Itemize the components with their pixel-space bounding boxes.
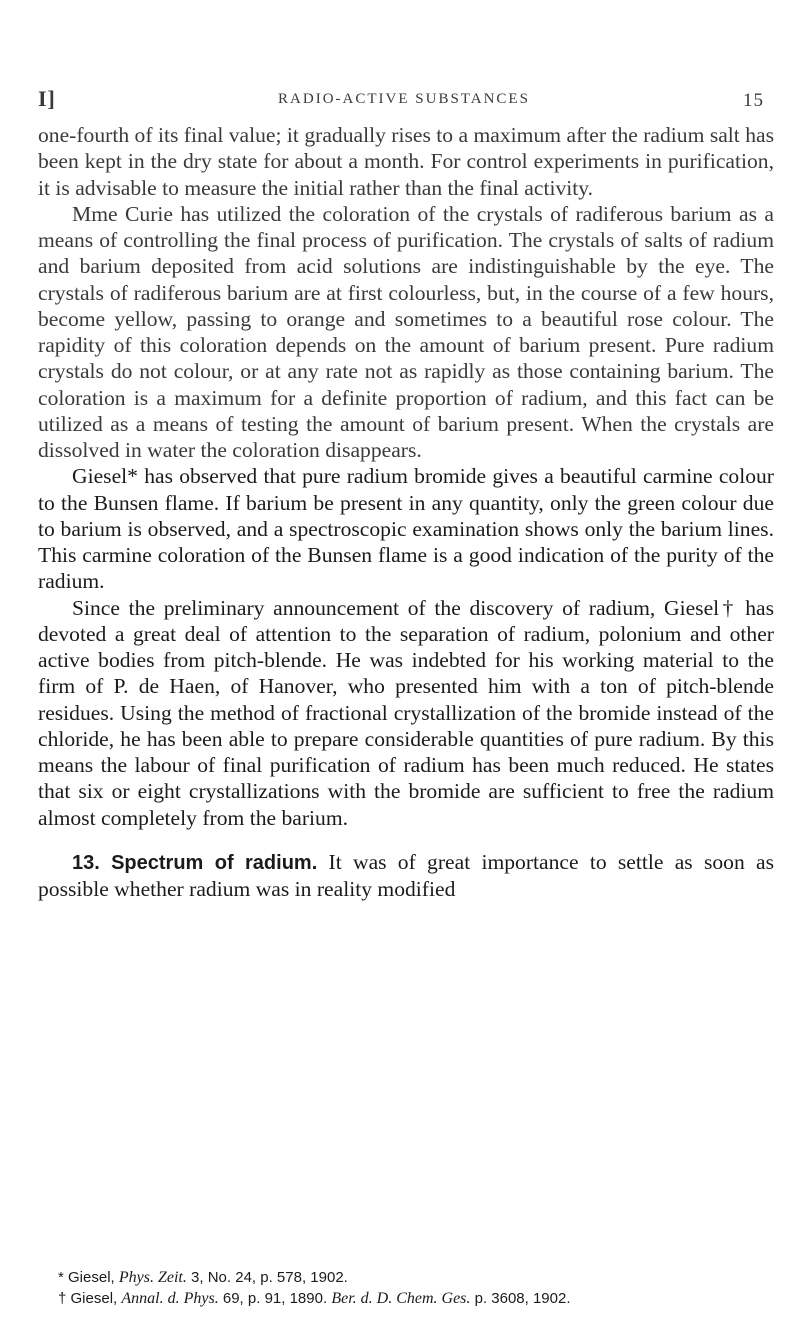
footnote-mark: †	[58, 1290, 67, 1307]
paragraph-giesel-separation: Since the preliminary announcement of the discovery of radium, Giesel† has devoted a great deal of attention to the separation of radium, polonium and other active bodies from pitch-blende. He was indebted for his working material to the firm of P. de Haen, of Hanover, who presented him with a ton of pitch-blende residues. Using the method of fractional crystallization of the bromide instead of the chloride, he has been able to prepare considerable quantities of pure radium. By this means the labour of final purification of radium has been much reduced. He states that six or eight crystallizations with the bromide are sufficient to free the radium almost completely from the barium.	[38, 595, 774, 830]
footnote-journal: Phys. Zeit.	[118, 1269, 187, 1286]
paragraph-continuation: one-fourth of its final value; it gradually rises to a maximum after the radium salt has been kept in the dry state for about a month. For control experiments in purification, it is advisable to measure the initial rather than the final activity.	[38, 123, 774, 200]
footnote-journal: Annal. d. Phys.	[121, 1290, 219, 1307]
footnote-reference: 69, p. 91, 1890.	[222, 1290, 328, 1307]
footnote-journal-2: Ber. d. D. Chem. Ges.	[331, 1290, 471, 1307]
section-marker: I]	[38, 86, 56, 111]
running-head	[38, 88, 770, 118]
page-number: 15	[743, 90, 764, 111]
section-heading: Spectrum of radium.	[111, 851, 318, 874]
footnote-reference: 3, No. 24, p. 578, 1902.	[191, 1269, 348, 1286]
footnote-mark: *	[58, 1269, 64, 1286]
footnotes	[58, 1267, 778, 1309]
footnote	[58, 1288, 778, 1309]
body-text	[38, 122, 774, 902]
paragraph-curie: Mme Curie has utilized the coloration of the crystals of radiferous barium as a means of controlling the final process of purification. The crystals of salts of radium and barium deposited from acid solutions are indistinguishable by the eye. The crystals of radiferous barium are at first colourless, but, in the course of a few hours, become yellow, passing to orange and sometimes to a beautiful rose colour. The rapidity of this coloration depends on the amount of barium present. Pure radium crystals do not colour, or at any rate not as rapidly as those containing barium. The coloration is a maximum for a definite proportion of radium, and this fact can be utilized as a means of testing the amount of barium present. When the crystals are dissolved in water the coloration disappears.	[38, 201, 774, 462]
section-number: 13.	[72, 851, 100, 874]
footnote-author: Giesel,	[70, 1290, 118, 1307]
footnote	[58, 1267, 778, 1288]
running-title: RADIO-ACTIVE SUBSTANCES	[278, 91, 530, 107]
paragraph-giesel-flame: Giesel* has observed that pure radium bromide gives a beautiful carmine colour to the Bunsen flame. If barium be present in any quantity, only the green colour due to barium is observed, and a spectroscopic examination shows only the barium lines. This carmine coloration of the Bunsen flame is a good indication of the purity of the radium.	[38, 464, 774, 594]
section-13-paragraph	[38, 849, 774, 903]
footnote-author: Giesel,	[68, 1269, 115, 1286]
section-text: It was of great importance to settle as soon as possible whether radium was in reality modified	[38, 849, 774, 901]
footnote-reference-2: p. 3608, 1902.	[474, 1290, 571, 1307]
